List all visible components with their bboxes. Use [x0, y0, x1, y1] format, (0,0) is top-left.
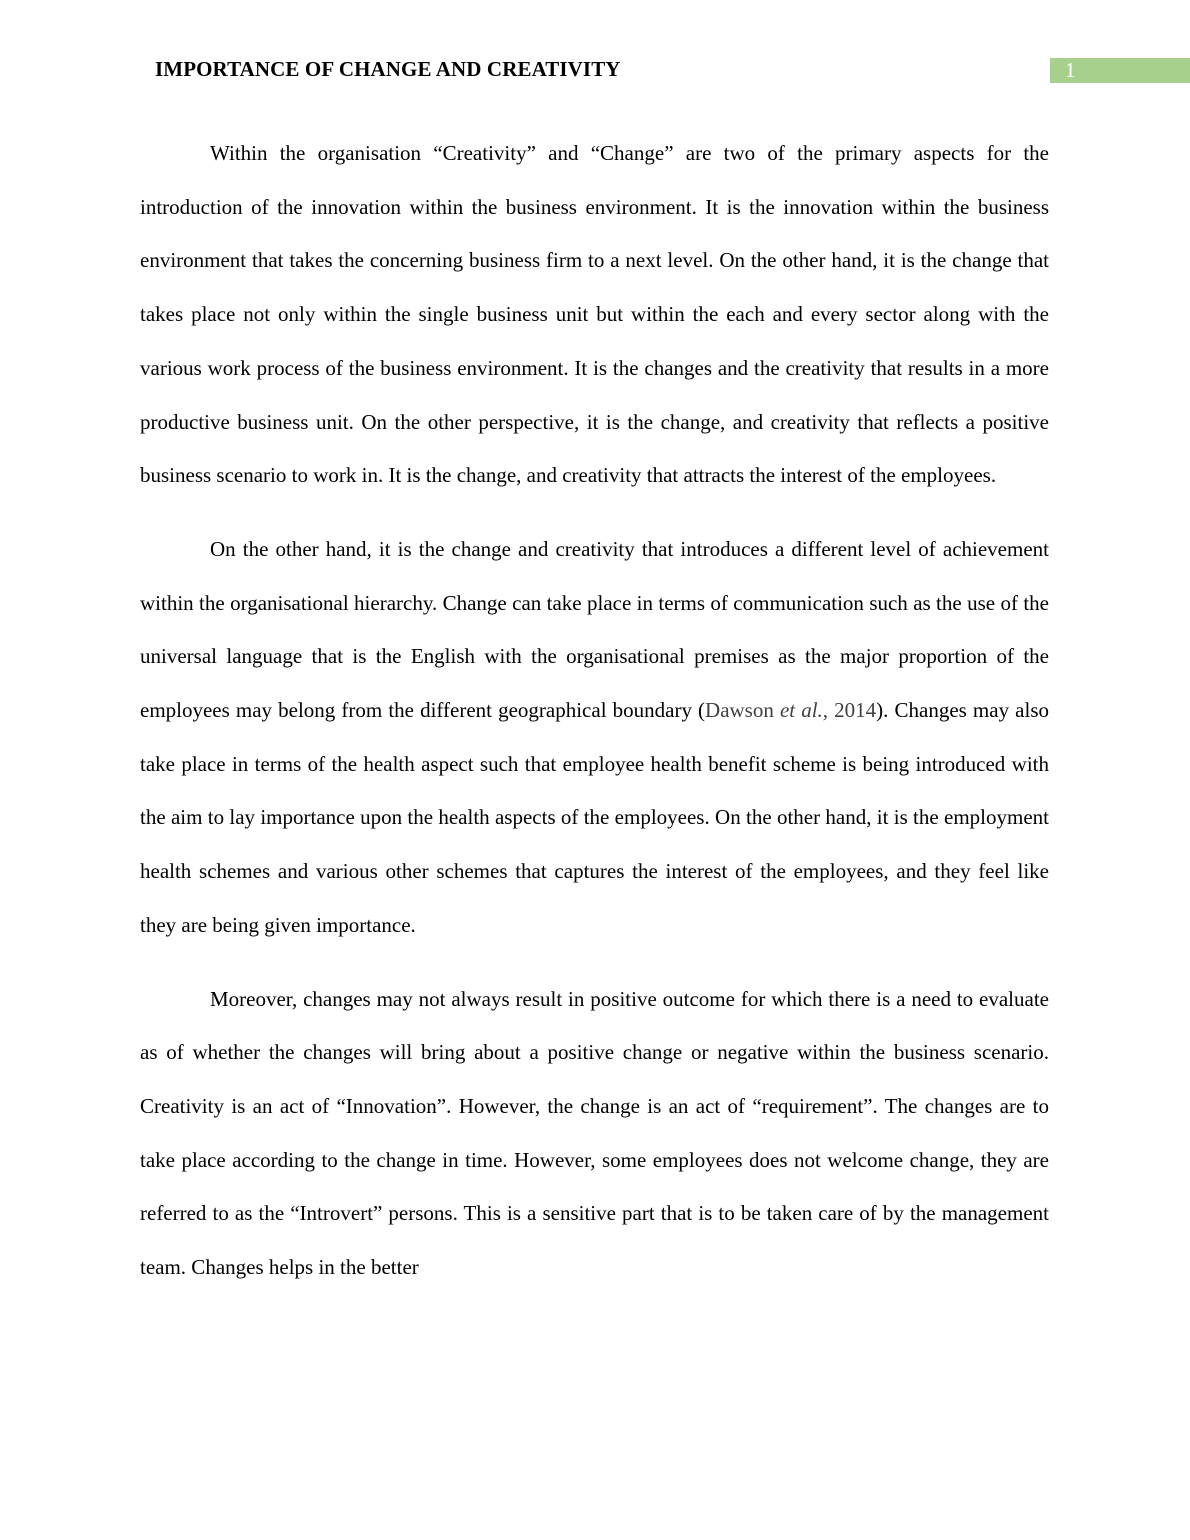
paragraph-2-text-after: ). Changes may also take place in terms of the health aspect such that employee health benefit scheme is being introduced with the aim to lay importance upon the health aspects of the employees. On the other hand, it is the employment health schemes and various other schemes that captures the interest of the employees, and they feel like they are being given importance. [140, 698, 1049, 937]
citation-year: , 2014 [822, 698, 877, 723]
page-number: 1 [1065, 58, 1076, 82]
citation-etal: et al. [779, 698, 823, 723]
citation-author: Dawson [705, 698, 780, 723]
paragraph-1: Within the organisation “Creativity” and “Change” are two of the primary aspects for the introduction of the innovation within the business environment. It is the innovation within the business environment that takes the concerning business firm to a next level. On the other hand, it is the change that takes place not only within the single business unit but within the each and every sector along with the various work process of the business environment. It is the changes and the creativity that results in a more productive business unit. On the other perspective, it is the change, and creativity that reflects a positive business scenario to work in. It is the change, and creativity that attracts the interest of the employees. [140, 141, 1049, 488]
body-text [140, 127, 1049, 1315]
paragraph-3: Moreover, changes may not always result in positive outcome for which there is a need to evaluate as of whether the changes will bring about a positive change or negative within the business scenario. Creativity is an act of “Innovation”. However, the change is an act of “requirement”. The changes are to take place according to the change in time. However, some employees does not welcome change, they are referred to as the “Introvert” persons. This is a sensitive part that is to be taken care of by the management team. Changes helps in the better [140, 986, 1049, 1280]
page-number-box [1050, 58, 1190, 83]
running-head-title: IMPORTANCE OF CHANGE AND CREATIVITY [155, 57, 621, 81]
paragraph-2 [140, 523, 1049, 953]
paragraph-2-text-before: On the other hand, it is the change and creativity that introduces a different level of achievement within the organisational hierarchy. Change can take place in terms of communication such as the use of the universal language that is the English with the organisational premises as the major proportion of the employees may belong from the different geographical boundary ( [140, 536, 1049, 723]
citation [705, 698, 876, 722]
